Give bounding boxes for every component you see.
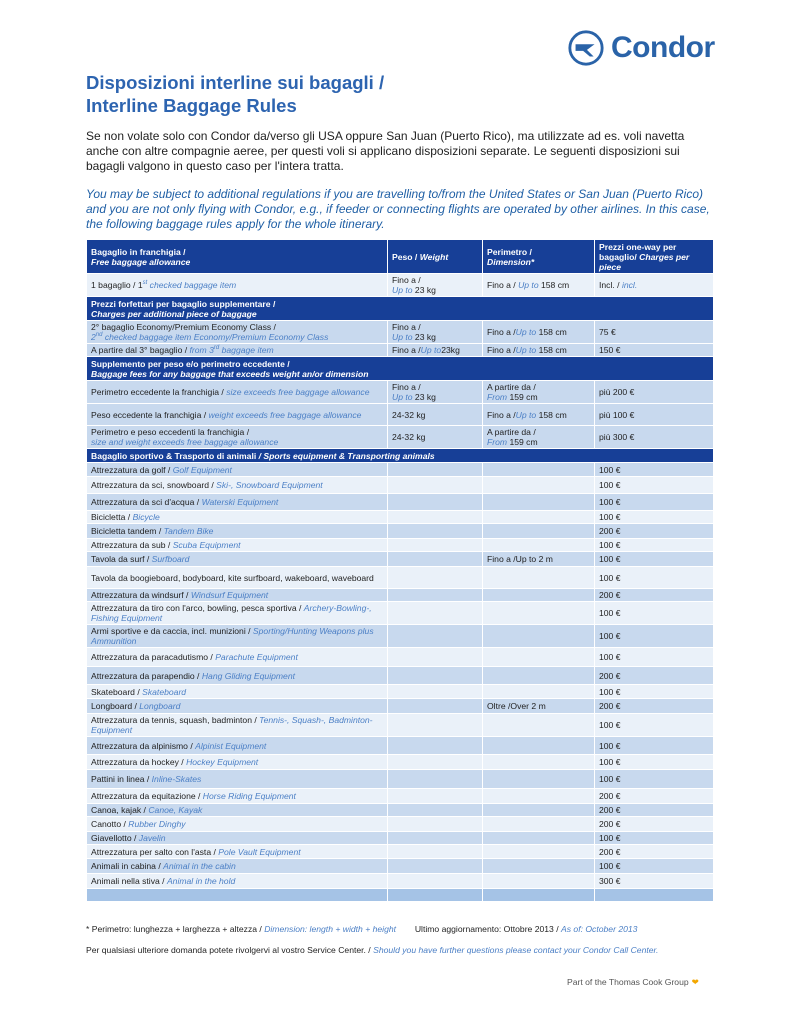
table-row: A partire dal 3° bagaglio / from 3rd baggage item Fino a /Up to23kg Fino a /Up to 158 cm 150 €: [87, 344, 714, 357]
table-row: Perimetro e peso eccedenti la franchigia / size and weight exceeds free baggage allowance 24-32 kg A partire da / From 159 cm più 300 €: [87, 426, 714, 449]
table-row: Giavellotto / Javelin 100 €: [87, 832, 714, 845]
thomas-cook-group: Part of the Thomas Cook Group ❤: [567, 977, 699, 987]
table-row: Canotto / Rubber Dinghy 200 €: [87, 817, 714, 832]
table-row: Bicicletta tandem / Tandem Bike 200 €: [87, 524, 714, 539]
table-row: Animali nella stiva / Animal in the hold 300 €: [87, 874, 714, 889]
table-row: Armi sportive e da caccia, incl. munizioni / Sporting/Hunting Weapons plus Ammunition 100 €: [87, 625, 714, 648]
table-row: Attrezzatura da sub / Scuba Equipment 100 €: [87, 539, 714, 552]
brand-name: Condor: [611, 31, 715, 64]
table-row: Tavola da surf / Surfboard Fino a /Up to 2 m 100 €: [87, 552, 714, 567]
table-row: Attrezzatura da parapendio / Hang Gliding Equipment 200 €: [87, 667, 714, 685]
section-excess-fees: Supplemento per peso e/o perimetro eccedente / Baggage fees for any baggage that exceeds weight an/or dimension: [87, 357, 714, 381]
section-additional-pieces: Prezzi forfettari per bagaglio supplementare / Charges per additional piece of baggage: [87, 297, 714, 321]
table-row: Attrezzatura da paracadutismo / Parachute Equipment 100 €: [87, 648, 714, 667]
table-row: Perimetro eccedente la franchigia / size exceeds free baggage allowance Fino a / Up to 23 kg A partire da / From 159 cm più 200 €: [87, 381, 714, 404]
table-end-row: [87, 889, 714, 902]
table-row: Attrezzatura da sci d'acqua / Waterski Equipment 100 €: [87, 494, 714, 511]
title-line-2: Interline Baggage Rules: [86, 95, 297, 116]
table-row: Attrezzatura da equitazione / Horse Riding Equipment 200 €: [87, 789, 714, 804]
table-row: Attrezzatura per salto con l'asta / Pole Vault Equipment 200 €: [87, 845, 714, 859]
title-line-1: Disposizioni interline sui bagagli /: [86, 72, 385, 93]
table-row: Attrezzatura da alpinismo / Alpinist Equipment 100 €: [87, 737, 714, 755]
header-charges: Prezzi one-way per bagaglio/ Charges per piece: [595, 240, 714, 274]
sunny-heart-icon: ❤: [691, 977, 699, 987]
section-sports-animals: Bagaglio sportivo & Trasporto di animali / Sports equipment & Transporting animals: [87, 449, 714, 463]
table-row: Attrezzatura da tennis, squash, badminton / Tennis-, Squash-, Badminton-Equipment 100 €: [87, 714, 714, 737]
table-row: Attrezzatura da golf / Golf Equipment 100 €: [87, 463, 714, 477]
table-row: Peso eccedente la franchigia / weight exceeds free baggage allowance 24-32 kg Fino a /Up to 158 cm più 100 €: [87, 404, 714, 426]
contact-note: Per qualsiasi ulteriore domanda potete rivolgervi al vostro Service Center. / Should you have further questions please contact your Condor Call Center.: [86, 945, 659, 955]
table-row: Canoa, kajak / Canoe, Kayak 200 €: [87, 804, 714, 817]
table-row: Attrezzatura da sci, snowboard / Ski-, Snowboard Equipment 100 €: [87, 477, 714, 494]
baggage-table: [86, 239, 714, 902]
header-dimension: Perimetro / Dimension*: [483, 240, 595, 274]
condor-logo: [567, 28, 715, 68]
intro-english: You may be subject to additional regulations if you are travelling to/from the United States or San Juan (Puerto Rico) and you are not only flying with Condor, e.g., if feeder or connecting flights are operated by other airlines. In this case, the following baggage rules apply for the whole itinerary.: [86, 187, 710, 231]
footnote: * Perimetro: lunghezza + larghezza + altezza / Dimension: length + width + height Ultimo aggiornamento: Ottobre 2013 / As of: October 2013: [86, 924, 638, 934]
table-row: Animali in cabina / Animal in the cabin 100 €: [87, 859, 714, 874]
condor-bird-icon: [567, 29, 605, 67]
table-row: Attrezzatura da tiro con l'arco, bowling, pesca sportiva / Archery-Bowling-, Fishing Equipment 100 €: [87, 602, 714, 625]
free-baggage-row: 1 bagaglio / 1st checked baggage item Fino a / Up to 23 kg Fino a / Up to 158 cm Incl. / incl.: [87, 274, 714, 297]
sports-rows: [87, 463, 714, 889]
table-row: Skateboard / Skateboard 100 €: [87, 685, 714, 699]
table-row: Pattini in linea / Inline-Skates 100 €: [87, 770, 714, 789]
table-row: Bicicletta / Bicycle 100 €: [87, 511, 714, 524]
intro-italian: Se non volate solo con Condor da/verso gli USA oppure San Juan (Puerto Rico), ma utilizzate ad es. voli navetta anche con altre compagnie aeree, per questi voli si applicano disposizioni separate. Le seguenti disposizioni sui bagagli valgono in questo caso per l'intera tratta.: [86, 129, 685, 173]
table-row: Attrezzatura da windsurf / Windsurf Equipment 200 €: [87, 589, 714, 602]
table-row: Tavola da boogieboard, bodyboard, kite surfboard, wakeboard, waveboard 100 €: [87, 567, 714, 589]
header-free-allowance: Bagaglio in franchigia / Free baggage allowance: [87, 240, 388, 274]
table-row: 2° bagaglio Economy/Premium Economy Class / 2nd checked baggage item Economy/Premium Economy Class Fino a / Up to 23 kg Fino a /Up to 158 cm 75 €: [87, 321, 714, 344]
page-title: [86, 71, 384, 117]
table-row: Longboard / Longboard Oltre /Over 2 m 200 €: [87, 699, 714, 714]
table-row: Attrezzatura da hockey / Hockey Equipment 100 €: [87, 755, 714, 770]
header-weight: Peso / Weight: [388, 240, 483, 274]
table-header: [87, 240, 714, 274]
